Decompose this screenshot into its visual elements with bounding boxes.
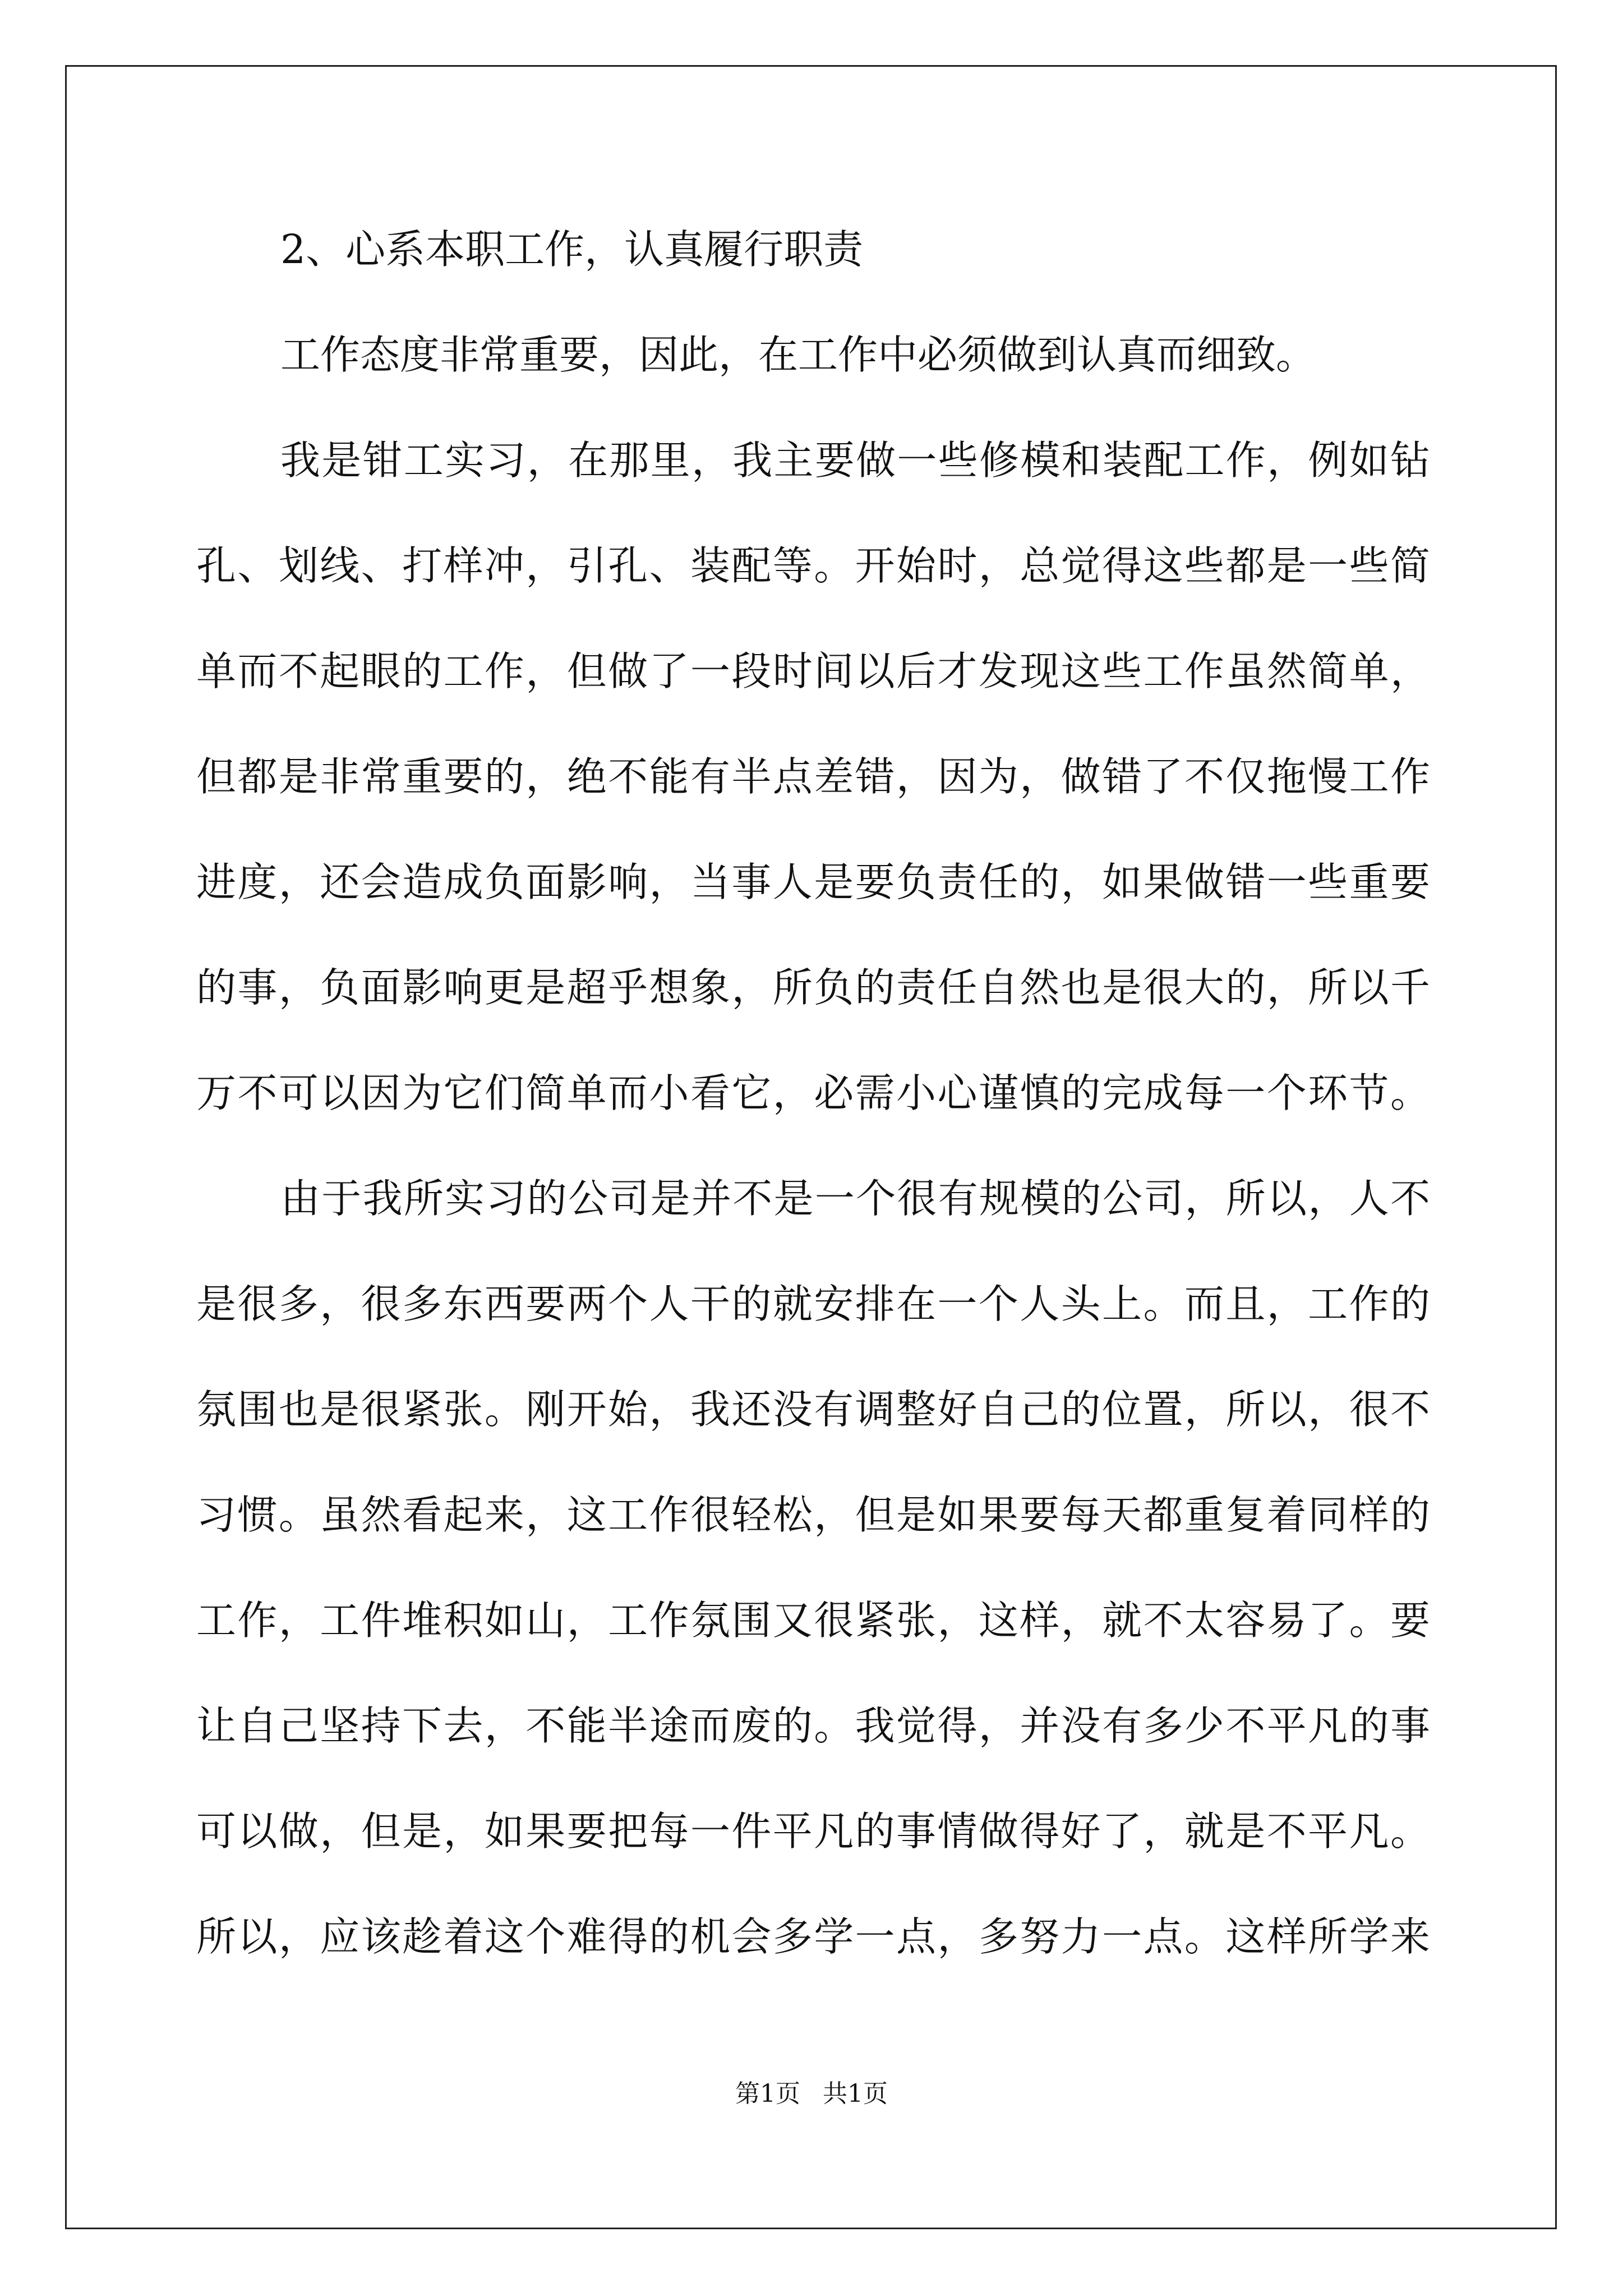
paragraph-line: 万不可以因为它们简单而小看它，必需小心谨慎的完成每一个环节。 <box>196 1070 1430 1116</box>
paragraph-line: 单而不起眼的工作，但做了一段时间以后才发现这些工作虽然简单， <box>196 648 1430 694</box>
paragraph-line: 但都是非常重要的，绝不能有半点差错，因为，做错了不仅拖慢工作 <box>196 753 1430 800</box>
page-total: 共1页 <box>823 2079 888 2108</box>
paragraph-line: 工作态度非常重要，因此，在工作中必须做到认真而细致。 <box>280 332 1316 378</box>
paragraph-line: 是很多，很多东西要两个人干的就安排在一个人头上。而且，工作的 <box>196 1281 1430 1327</box>
paragraph-line: 进度，还会造成负面影响，当事人是要负责任的，如果做错一些重要 <box>196 859 1430 905</box>
paragraph-line: 让自己坚持下去，不能半途而废的。我觉得，并没有多少不平凡的事 <box>196 1703 1430 1749</box>
page-number: 第1页 <box>735 2079 800 2108</box>
paragraph-line: 的事，负面影响更是超乎想象，所负的责任自然也是很大的，所以千 <box>196 964 1430 1011</box>
section-heading: 2、心系本职工作，认真履行职责 <box>280 226 864 273</box>
paragraph-line: 我是钳工实习，在那里，我主要做一些修模和装配工作，例如钻 <box>280 437 1430 484</box>
paragraph-line: 所以，应该趁着这个难得的机会多学一点，多努力一点。这样所学来 <box>196 1913 1430 1960</box>
paragraph-line: 孔、划线、打样冲，引孔、装配等。开始时，总觉得这些都是一些简 <box>196 542 1430 589</box>
page-footer <box>0 2078 1623 2110</box>
paragraph-line: 工作，工件堆积如山，工作氛围又很紧张，这样，就不太容易了。要 <box>196 1597 1430 1644</box>
document-body <box>196 219 1430 2012</box>
paragraph-line: 习惯。虽然看起来，这工作很轻松，但是如果要每天都重复着同样的 <box>196 1492 1430 1538</box>
paragraph-line: 氛围也是很紧张。刚开始，我还没有调整好自己的位置，所以，很不 <box>196 1386 1430 1433</box>
paragraph-line: 由于我所实习的公司是并不是一个很有规模的公司，所以，人不 <box>280 1175 1430 1222</box>
paragraph-line: 可以做，但是，如果要把每一件平凡的事情做得好了，就是不平凡。 <box>196 1808 1430 1855</box>
